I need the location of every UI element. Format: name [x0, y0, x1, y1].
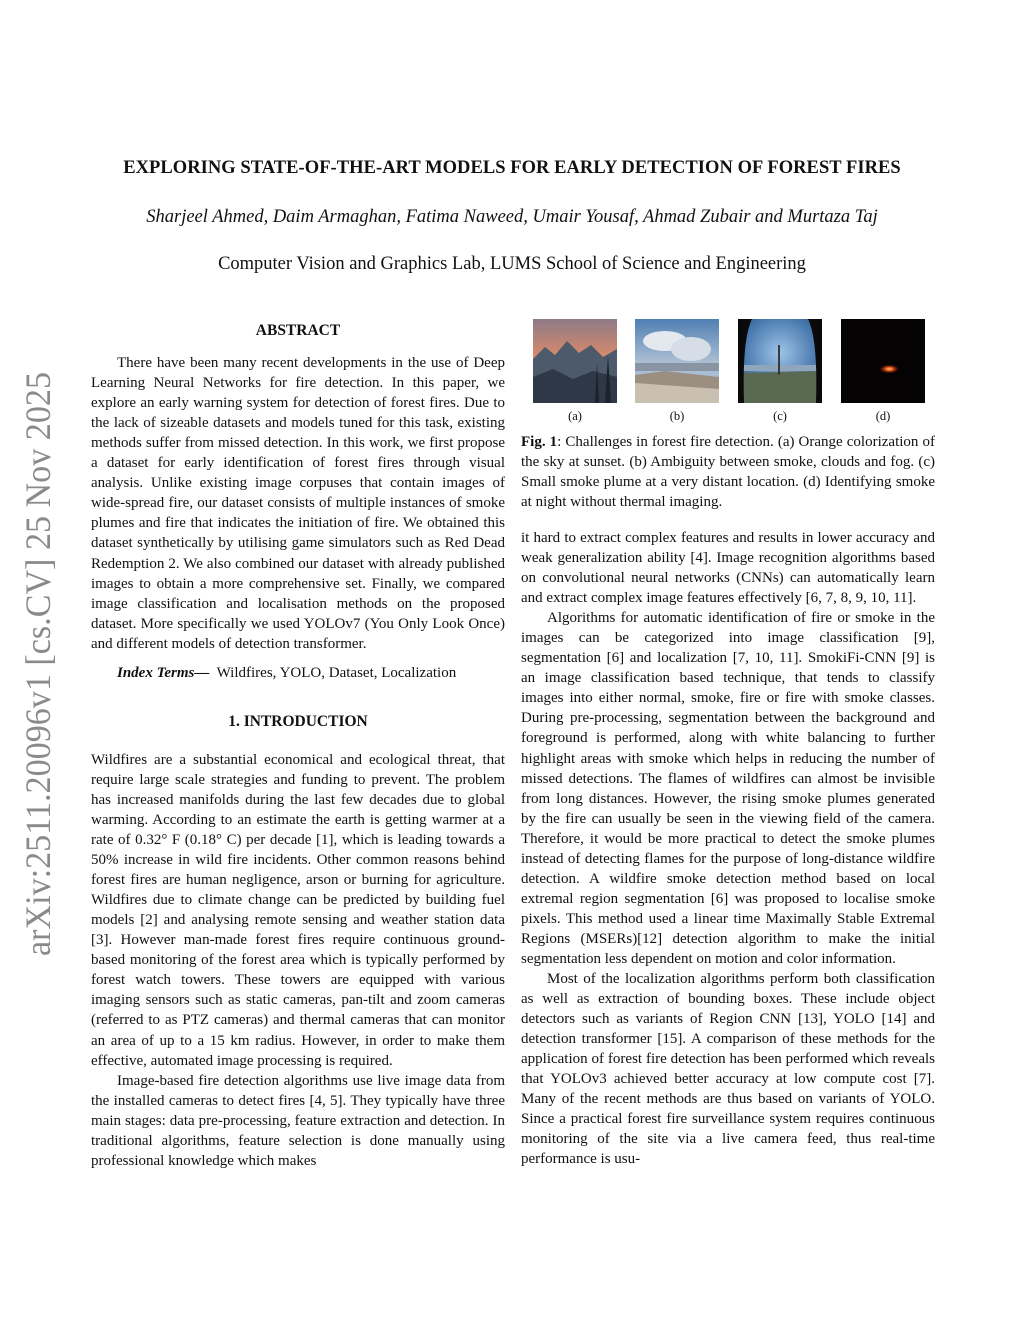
intro-paragraph-5: Most of the localization algorithms perform both classification as well as extraction of bounding boxes. These include object detectors such as variants of Region CNN [13], YOLO [14] and detection transformer [15]. A comparison of these methods for the application of forest fire detection has been performed which reveals that YOLOv3 achieved better accuracy at low compute cost [7]. Many of the recent methods are thus based on variants of YOLO. Since a practical forest fire surveillance system requires continuous monitoring of the site via a live camera feed, thus real-time performance is usu- — [521, 971, 935, 1168]
paper-affiliation: Computer Vision and Graphics Lab, LUMS School of Science and Engineering — [218, 254, 806, 274]
index-terms-label: Index Terms— — [117, 664, 210, 681]
paper-authors: Sharjeel Ahmed, Daim Armaghan, Fatima Naweed, Umair Yousaf, Ahmad Zubair and Murtaza Taj — [146, 207, 878, 227]
intro-paragraph-2: Image-based fire detection algorithms use live image data from the installed cameras to detect fires [4, 5]. They typically have three main stages: data pre-processing, feature extraction and detection. In traditional algorithms, feature selection is done manually using professional knowledge which makes — [91, 1072, 505, 1169]
abstract-heading: ABSTRACT — [255, 322, 341, 339]
figure-caption-label: Fig. 1 — [521, 434, 558, 450]
paper-title: EXPLORING STATE-OF-THE-ART MODELS FOR EARLY DETECTION OF FOREST FIRES — [123, 158, 901, 178]
left-column — [91, 321, 505, 1171]
intro-paragraph-3: it hard to extract complex features and results in lower accuracy and weak generalization ability [4]. Image recognition algorithms based on convolutional neural networks (CNNs) can automatically learn and extract complex image features effectively [6, 7, 8, 9, 10, 11]. — [521, 530, 935, 607]
figure-caption-text: : Challenges in forest fire detection. (a) Orange colorization of the sky at sunset. (b) Ambiguity between smoke, clouds and fog. (c) Small smoke plume at a very distant location. (d) Identifying smoke at night without thermal imaging. — [521, 434, 935, 511]
figure-image-c — [738, 319, 822, 403]
right-column — [521, 528, 935, 1170]
figure-image-b — [635, 319, 719, 403]
intro-paragraph-1: Wildfires are a substantial economical and ecological threat, that require large scale strategies and funding to prevent. The problem has increased manifolds during the last few decades due to global warming. According to an estimate the earth is getting warmer at a rate of 0.32° F (0.18° C) per decade [1], which is leading towards a 50% increase in wild fire incidents. Other common reasons behind forest fires are human negligence, arson or burning for agriculture. Wildfires due to climate change can be predicted by building fuel models [2] and analysing remote sensing and weather station data [3]. However man-made forest fires require continuous ground-based monitoring of the forest area which is typically performed by forest watch towers. These towers are equipped with various imaging sensors such as static cameras, pan-tilt and zoom cameras (referred to as PTZ cameras) and thermal cameras that can monitor an area of up to a 15 km radius. However, in order to make them effective, automated image processing is required. — [91, 751, 505, 1069]
figure-label-d: (d) — [875, 409, 891, 423]
arxiv-stamp-svg — [8, 368, 64, 960]
figure-image-a — [533, 319, 617, 403]
introduction-heading: 1. INTRODUCTION — [228, 712, 368, 730]
index-terms — [91, 663, 505, 683]
abstract-text: There have been many recent developments in the use of Deep Learning Neural Networks for fire detection. In this paper, we explore an early warning system for detection of forest fires. Due to the lack of sizeable datasets and models tuned for this task, existing methods suffer from missed detection. In this work, we first propose a dataset for early identification of forest fires through visual analysis. Unlike existing image corpuses that contain images of wide-spread fire, our dataset consists of multiple instances of smoke plumes and fire that indicates the initiation of fire. We obtained this dataset synthetically by utilising game simulators such as Red Dead Redemption 2. We also combined our dataset with already published images to obtain a more comprehensive set. Finally, we compared image classification and localisation methods on the proposed dataset. More specifically we used YOLOv7 (You Only Look Once) and different models of detection transformer. — [91, 355, 505, 652]
figure-label-c: (c) — [773, 409, 787, 423]
figure-1 — [521, 319, 935, 429]
figure-label-a: (a) — [568, 409, 582, 423]
arxiv-stamp — [8, 368, 64, 960]
figure-image-d — [841, 319, 925, 403]
figure-caption — [521, 432, 935, 512]
figure-label-b: (b) — [669, 409, 685, 423]
intro-paragraph-4: Algorithms for automatic identification of fire or smoke in the images can be categorized into image classification [9], segmentation [6] and localization [7, 10, 11]. SmokiFi-CNN [9] is an image classification based technique, that tends to classify images into either normal, smoke, fire or fire with smoke classes. During pre-processing, segmentation between the background and foreground is performed, along with white balancing to further highlight areas with smoke which helps in reducing the number of missed detections. The flames of wildfires can almost be invisible from long distances. However, the rising smoke plumes generated by the fire can usually be seen in the viewing field of the camera. Therefore, it would be more practical to detect the smoke plumes instead of detecting flames for the purpose of long-distance wildfire detection. A wildfire smoke detection method based on local extremal region segmentation [6] was proposed to localise smoke pixels. This method used a linear time Maximally Stable Extremal Regions (MSERs)[12] detection algorithm to make the initial segmentation less dependent on motion and color information. — [521, 610, 935, 967]
arxiv-id: arXiv:2511.20096v1 [cs.CV] 25 Nov 2025 — [18, 368, 58, 956]
index-terms-text: Wildfires, YOLO, Dataset, Localization — [216, 664, 457, 681]
